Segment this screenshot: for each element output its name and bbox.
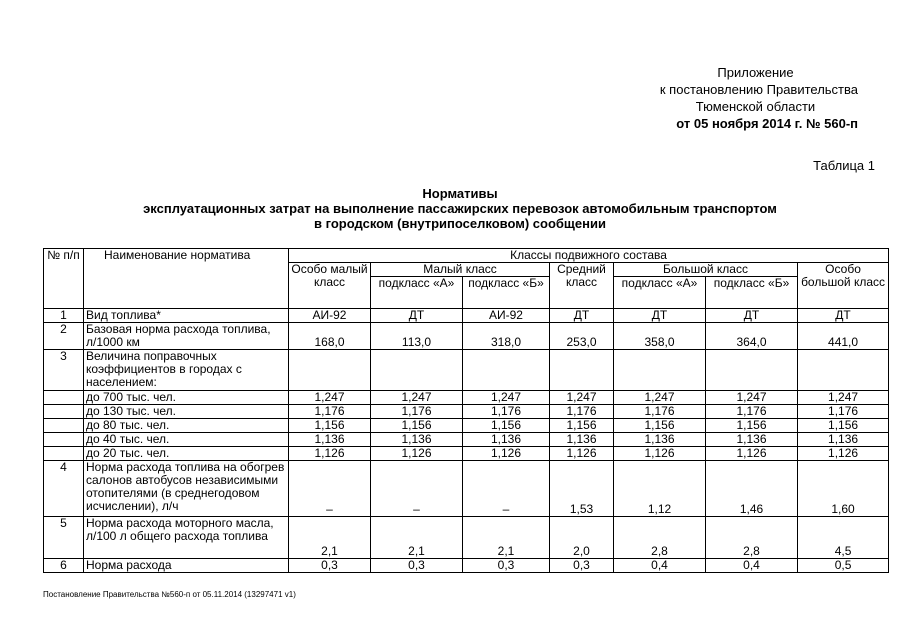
row-value: ДТ — [550, 309, 614, 323]
row-value: 253,0 — [550, 323, 614, 350]
row-value: 2,1 — [463, 517, 550, 559]
appendix-label: Приложение — [717, 65, 794, 80]
row-value: 1,46 — [706, 461, 798, 517]
row-value: 318,0 — [463, 323, 550, 350]
row-value: 2,1 — [371, 517, 463, 559]
header-small-sub-a: подкласс «А» — [371, 277, 463, 309]
header-extra-small: Особо малый класс — [289, 263, 371, 309]
document-heading — [60, 186, 860, 231]
row-value: 1,126 — [706, 447, 798, 461]
row-value — [550, 350, 614, 391]
row-name: до 130 тыс. чел. — [84, 405, 289, 419]
table-row — [44, 391, 889, 405]
row-value: 358,0 — [614, 323, 706, 350]
table-row — [44, 419, 889, 433]
row-name: до 80 тыс. чел. — [84, 419, 289, 433]
row-number — [44, 419, 84, 433]
row-value: 1,136 — [550, 433, 614, 447]
row-value: ДТ — [614, 309, 706, 323]
table-row — [44, 405, 889, 419]
row-value: – — [289, 461, 371, 517]
row-value: 1,156 — [289, 419, 371, 433]
row-number: 3 — [44, 350, 84, 391]
row-value: 1,156 — [463, 419, 550, 433]
header-name: Наименование норматива — [84, 249, 289, 309]
row-value: 1,136 — [371, 433, 463, 447]
header-small-sub-b: подкласс «Б» — [463, 277, 550, 309]
row-name: Величина поправочных коэффициентов в городах с населением: — [84, 350, 289, 391]
row-value: 1,247 — [289, 391, 371, 405]
row-value: 1,126 — [463, 447, 550, 461]
row-name: Базовая норма расхода топлива, л/1000 км — [84, 323, 289, 350]
row-name: Норма расхода — [84, 559, 289, 573]
row-value: 1,12 — [614, 461, 706, 517]
row-value: 1,53 — [550, 461, 614, 517]
row-value: 2,0 — [550, 517, 614, 559]
appendix-line-3: от 05 ноября 2014 г. № 560-п — [676, 116, 858, 131]
row-name: до 700 тыс. чел. — [84, 391, 289, 405]
header-medium: Средний класс — [550, 263, 614, 309]
row-value: 1,136 — [798, 433, 889, 447]
table-row — [44, 461, 889, 517]
row-value: 1,126 — [614, 447, 706, 461]
row-value: – — [463, 461, 550, 517]
row-value: ДТ — [706, 309, 798, 323]
row-value: 2,1 — [289, 517, 371, 559]
row-value: 0,3 — [550, 559, 614, 573]
row-value: 1,247 — [550, 391, 614, 405]
table-row — [44, 433, 889, 447]
heading-line-2: эксплуатационных затрат на выполнение пассажирских перевозок автомобильным транспортом — [143, 201, 777, 216]
row-value: 2,8 — [614, 517, 706, 559]
row-value: 1,247 — [371, 391, 463, 405]
row-value: 0,3 — [463, 559, 550, 573]
row-name: Норма расхода моторного масла, л/100 л общего расхода топлива — [84, 517, 289, 559]
row-number: 4 — [44, 461, 84, 517]
row-name: до 40 тыс. чел. — [84, 433, 289, 447]
row-value: 1,176 — [550, 405, 614, 419]
row-value — [463, 350, 550, 391]
table-row — [44, 447, 889, 461]
row-value — [371, 350, 463, 391]
row-value: 1,156 — [371, 419, 463, 433]
heading-line-3: в городском (внутрипоселковом) сообщении — [314, 216, 606, 231]
heading-line-1: Нормативы — [422, 186, 498, 201]
row-value: 1,247 — [798, 391, 889, 405]
row-value — [798, 350, 889, 391]
header-num: № п/п — [44, 249, 84, 309]
norms-table — [43, 248, 889, 573]
row-value: 2,8 — [706, 517, 798, 559]
row-number — [44, 447, 84, 461]
row-value: 1,176 — [371, 405, 463, 419]
row-value: – — [371, 461, 463, 517]
row-value: 1,126 — [289, 447, 371, 461]
row-value: 1,247 — [706, 391, 798, 405]
row-number: 5 — [44, 517, 84, 559]
row-value: 1,136 — [706, 433, 798, 447]
row-value: 113,0 — [371, 323, 463, 350]
row-value: 1,156 — [706, 419, 798, 433]
row-name: Вид топлива* — [84, 309, 289, 323]
row-value — [614, 350, 706, 391]
row-value: 1,247 — [614, 391, 706, 405]
appendix-block — [558, 64, 858, 132]
table-label: Таблица 1 — [813, 158, 875, 173]
row-value: 168,0 — [289, 323, 371, 350]
row-value: 441,0 — [798, 323, 889, 350]
row-value: 1,176 — [614, 405, 706, 419]
header-large-sub-a: подкласс «А» — [614, 277, 706, 309]
row-value: ДТ — [371, 309, 463, 323]
header-large-sub-b: подкласс «Б» — [706, 277, 798, 309]
row-value: 1,176 — [289, 405, 371, 419]
row-value: 1,176 — [463, 405, 550, 419]
table-row — [44, 350, 889, 391]
row-value: 1,156 — [550, 419, 614, 433]
row-number — [44, 405, 84, 419]
row-value: 0,3 — [371, 559, 463, 573]
row-value: 1,176 — [798, 405, 889, 419]
row-number — [44, 391, 84, 405]
row-number: 1 — [44, 309, 84, 323]
row-value: АИ-92 — [463, 309, 550, 323]
row-number: 6 — [44, 559, 84, 573]
row-value: 1,176 — [706, 405, 798, 419]
appendix-line-2: Тюменской области — [695, 99, 816, 114]
header-extra-large: Особо большой класс — [798, 263, 889, 309]
table-row — [44, 559, 889, 573]
row-number: 2 — [44, 323, 84, 350]
row-name: до 20 тыс. чел. — [84, 447, 289, 461]
row-value: АИ-92 — [289, 309, 371, 323]
row-value: 1,156 — [798, 419, 889, 433]
row-value: 1,156 — [614, 419, 706, 433]
row-value: 0,3 — [289, 559, 371, 573]
document-footer: Постановление Правительства №560-п от 05.11.2014 (13297471 v1) — [43, 590, 296, 599]
header-classes: Классы подвижного состава — [289, 249, 889, 263]
row-value: 0,4 — [614, 559, 706, 573]
row-value: 0,5 — [798, 559, 889, 573]
row-value: 1,136 — [289, 433, 371, 447]
header-large: Большой класс — [614, 263, 798, 277]
row-value: 1,126 — [550, 447, 614, 461]
row-value — [706, 350, 798, 391]
row-value: ДТ — [798, 309, 889, 323]
row-value — [289, 350, 371, 391]
row-value: 1,136 — [463, 433, 550, 447]
appendix-line-1: к постановлению Правительства — [659, 82, 858, 97]
header-small: Малый класс — [371, 263, 550, 277]
row-value: 1,60 — [798, 461, 889, 517]
row-value: 1,126 — [371, 447, 463, 461]
row-value: 4,5 — [798, 517, 889, 559]
table-row — [44, 309, 889, 323]
row-value: 1,126 — [798, 447, 889, 461]
row-value: 1,136 — [614, 433, 706, 447]
row-name: Норма расхода топлива на обогрев салонов автобусов независимыми отопителями (в среднегодовом исчислении), л/ч — [84, 461, 289, 517]
row-value: 364,0 — [706, 323, 798, 350]
table-row — [44, 323, 889, 350]
row-value: 0,4 — [706, 559, 798, 573]
table-row — [44, 517, 889, 559]
row-number — [44, 433, 84, 447]
row-value: 1,247 — [463, 391, 550, 405]
